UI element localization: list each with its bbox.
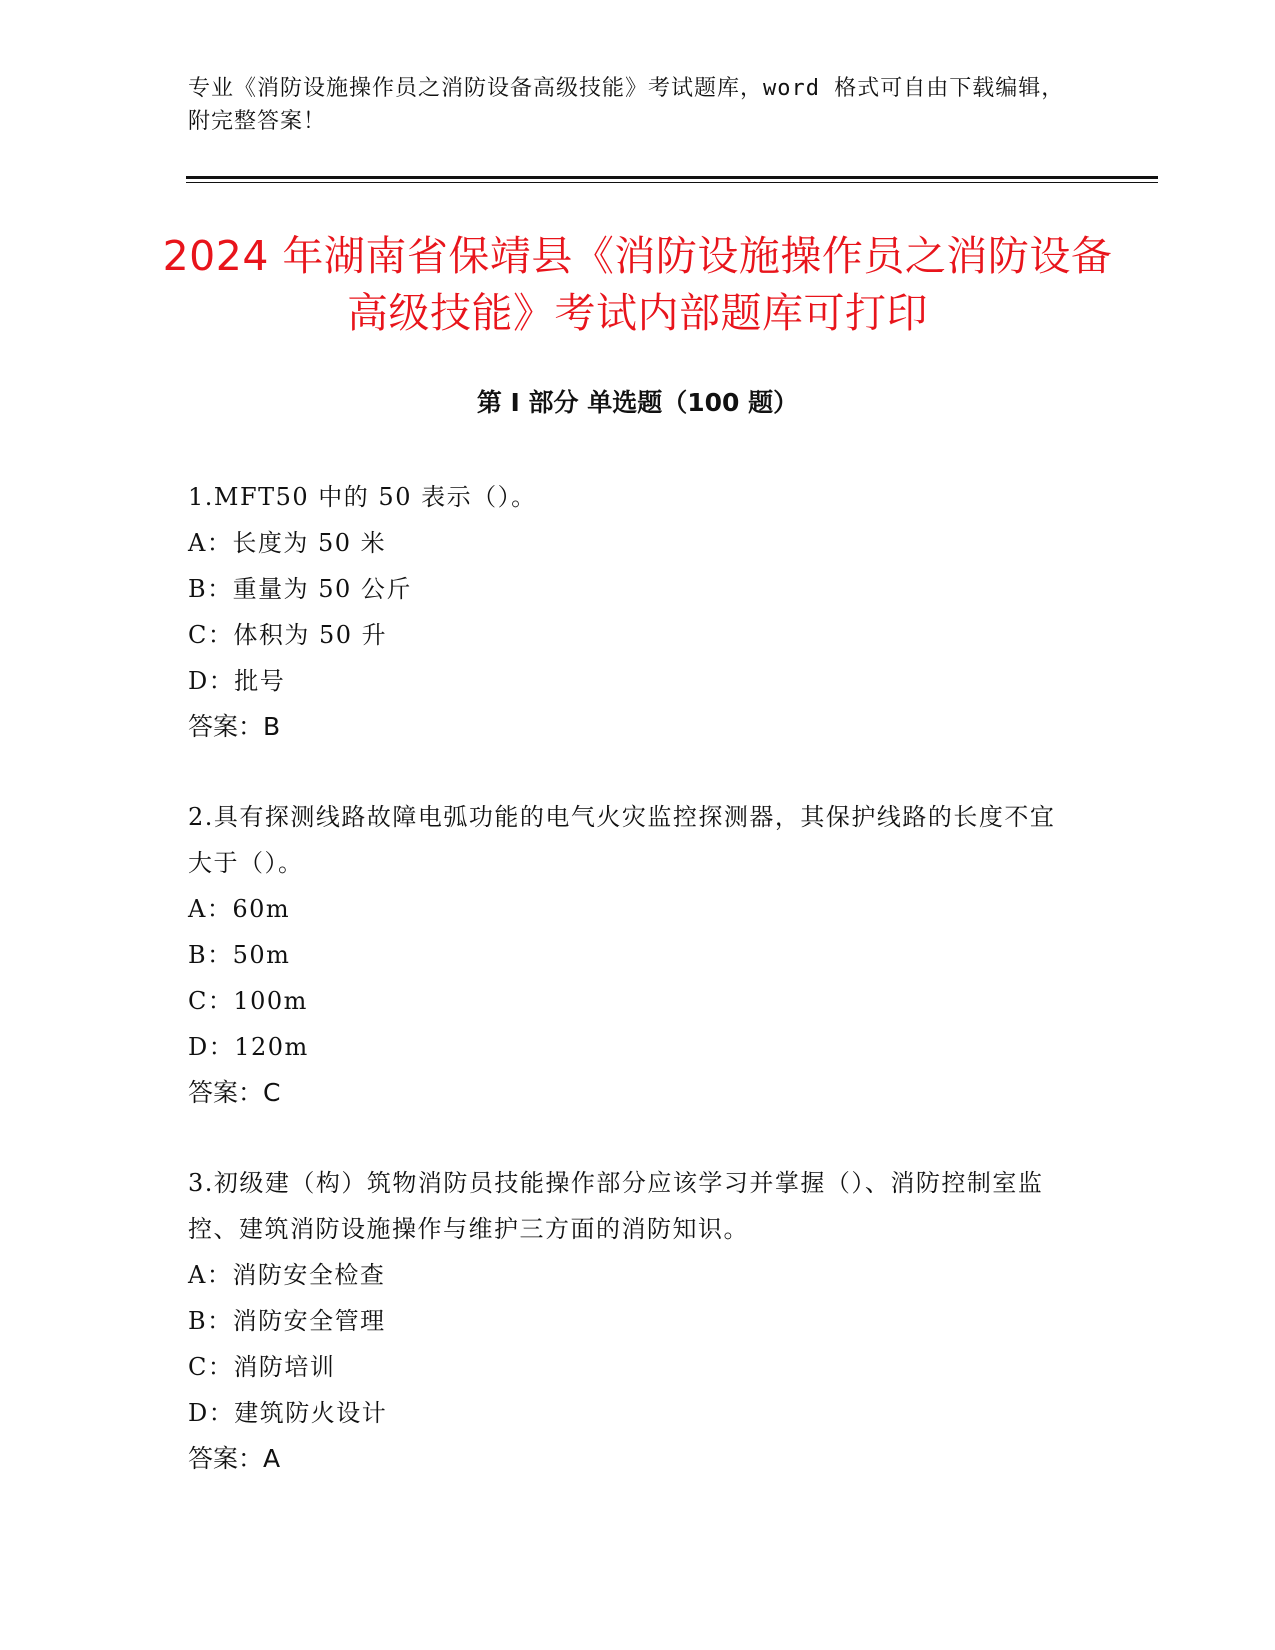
question-list — [188, 474, 1068, 1482]
option-d: D：120m — [188, 1033, 309, 1061]
option-a: A：60m — [188, 895, 291, 923]
answer: 答案：C — [188, 1078, 281, 1107]
option-c: C：体积为 50 升 — [188, 621, 388, 649]
option-b: B：消防安全管理 — [188, 1307, 386, 1335]
question-3 — [188, 1160, 1068, 1482]
answer: 答案：A — [188, 1444, 281, 1473]
option-c: C：100m — [188, 987, 308, 1015]
option-a: A：长度为 50 米 — [188, 529, 387, 557]
section-heading: 第 I 部分 单选题（100 题） — [476, 388, 799, 417]
question-spacer — [188, 750, 1068, 794]
option-b: B：50m — [188, 941, 291, 969]
question-stem: 2.具有探测线路故障电弧功能的电气火灾监控探测器，其保护线路的长度不宜大于（）。 — [188, 803, 1056, 877]
header-note: 专业《消防设施操作员之消防设备高级技能》考试题库，word 格式可自由下载编辑，附完整答案！ — [188, 76, 1065, 134]
option-b: B：重量为 50 公斤 — [188, 575, 412, 603]
option-a: A：消防安全检查 — [188, 1261, 386, 1289]
header-divider — [186, 176, 1158, 179]
header-divider-thin — [186, 182, 1158, 183]
document-title: 2024 年湖南省保靖县《消防设施操作员之消防设备高级技能》考试内部题库可打印 — [162, 232, 1113, 337]
question-stem: 1.MFT50 中的 50 表示（）。 — [188, 483, 537, 511]
question-2 — [188, 794, 1068, 1116]
option-d: D：建筑防火设计 — [188, 1399, 388, 1427]
option-d: D：批号 — [188, 667, 286, 695]
question-stem: 3.初级建（构）筑物消防员技能操作部分应该学习并掌握（）、消防控制室监控、建筑消防设施操作与维护三方面的消防知识。 — [188, 1169, 1044, 1243]
option-c: C：消防培训 — [188, 1353, 336, 1381]
question-1 — [188, 474, 1068, 750]
question-spacer — [188, 1116, 1068, 1160]
answer: 答案：B — [188, 712, 281, 741]
